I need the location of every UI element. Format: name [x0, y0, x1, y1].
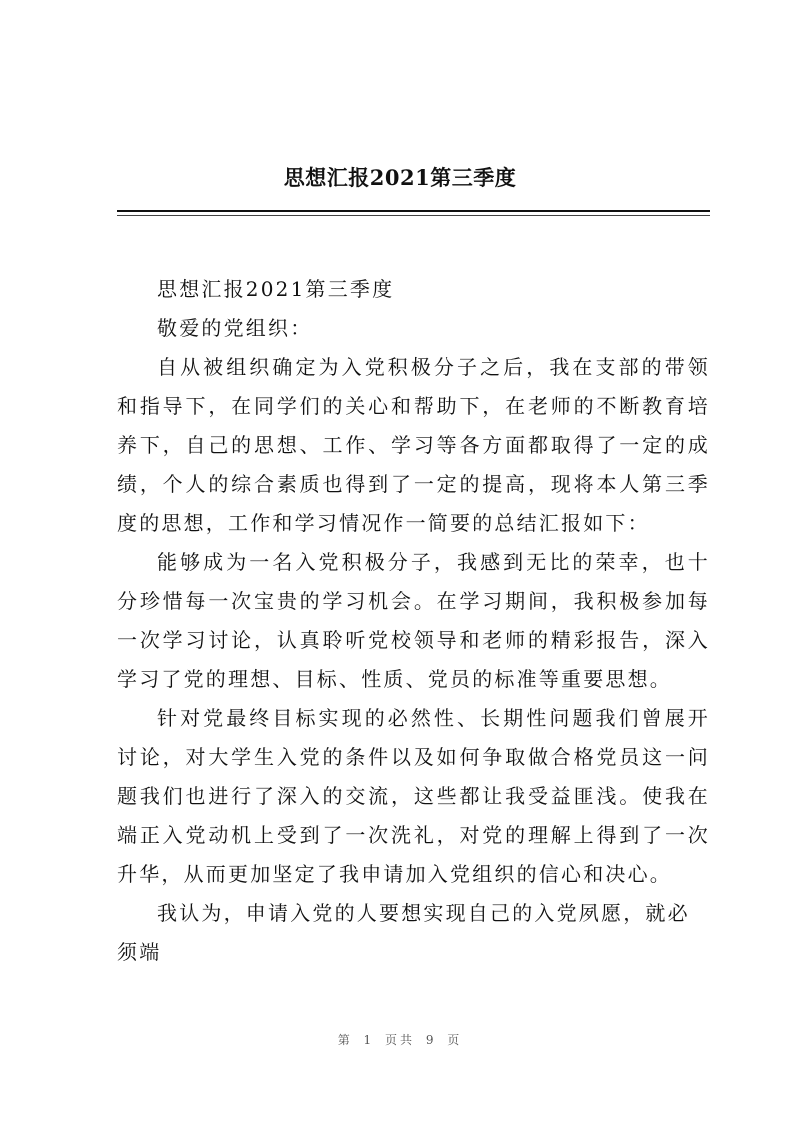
body-paragraph-4: 我认为，申请入党的人要想实现自己的入党夙愿，就必须端 [117, 901, 690, 964]
title-divider-thin [117, 215, 710, 216]
page-number-footer: 第 1 页共 9 页 [337, 1033, 463, 1047]
salutation: 敬爱的党组织： [157, 316, 313, 340]
title-divider-thick [117, 210, 710, 212]
document-title: 思想汇报2021第三季度 [283, 165, 517, 190]
document-body [117, 270, 710, 972]
body-paragraph-2: 能够成为一名入党积极分子，我感到无比的荣幸，也十分珍惜每一次宝贵的学习机会。在学习期间，我积极参加每一次学习讨论，认真聆听党校领导和老师的精彩报告，深入学习了党的理想、目标、性质、党员的标准等重要思想。 [117, 550, 710, 691]
body-paragraph-3: 针对党最终目标实现的必然性、长期性问题我们曾展开讨论，对大学生入党的条件以及如何争取做合格党员这一问题我们也进行了深入的交流，这些都让我受益匪浅。使我在端正入党动机上受到了一次洗礼，对党的理解上得到了一次升华，从而更加坚定了我申请加入党组织的信心和决心。 [117, 706, 710, 886]
body-paragraph-1: 自从被组织确定为入党积极分子之后，我在支部的带领和指导下，在同学们的关心和帮助下，在老师的不断教育培养下，自己的思想、工作、学习等各方面都取得了一定的成绩，个人的综合素质也得到了一定的提高，现将本人第三季度的思想，工作和学习情况作一简要的总结汇报如下： [117, 355, 710, 535]
body-subtitle: 思想汇报2021第三季度 [157, 277, 395, 301]
